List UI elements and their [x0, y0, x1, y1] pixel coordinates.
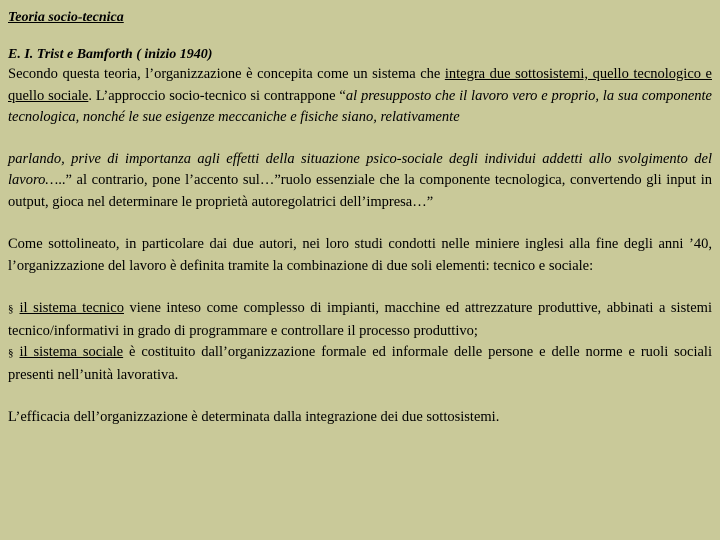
intro-text-2: . L’approccio socio-tecnico si contrappone “ — [88, 87, 346, 104]
page-title: Teoria socio-tecnica — [8, 10, 124, 25]
bullet-marker: § — [8, 303, 14, 315]
bullet-text-social: è costituito dall’organizzazione formale ed informale delle persone e delle norme e ruoli sociali presenti nell’unità lavorativa. — [8, 344, 712, 383]
intro-underlined: integra due sottosistemi, quello tecnologico e quello sociale — [8, 66, 712, 104]
paragraph-intro — [8, 64, 712, 129]
bullet-item-social — [8, 344, 712, 383]
bullet-text-technical: viene inteso come complesso di impianti, macchine ed attrezzature produttive, abbinati a sistemi tecnico/informativi in grado di programmare e controllare il processo produttivo; — [8, 300, 712, 339]
intro-quote: al presupposto che il lavoro vero e proprio, la sua componente tecnologica, nonché le sue esigenze meccaniche e fisiche siano, relativamente — [8, 87, 712, 125]
quote-continued-text: ..” al contrario, pone l’accento sul…”ruolo essenziale che la componente tecnologica, convertendo gli input in output, gioca nel determinare le proprietà autoregolatrici dell’impresa…” — [8, 172, 712, 210]
bullet-item-technical — [8, 300, 712, 339]
paragraph-conclusion: L’efficacia dell’organizzazione è determinata dalla integrazione dei due sottosistemi. — [8, 409, 500, 425]
bullet-list — [8, 298, 712, 386]
authors-subtitle: E. I. Trist e Bamforth ( inizio 1940) — [8, 47, 213, 62]
paragraph-authors-study: Come sottolineato, in particolare dai due autori, nei loro studi condotti nelle miniere inglesi alla fine degli anni ’40, l’organizzazione del lavoro è definita tramite la combinazione di due soli elementi: tecnico e sociale: — [8, 236, 712, 274]
paragraph-quote-continued — [8, 149, 712, 214]
intro-text-1: Secondo questa teoria, l’organizzazione è concepita come un sistema che — [8, 66, 445, 82]
quote-continued-italic: parlando, prive di importanza agli effetti della situazione psico-sociale degli individui addetti allo svolgimento del lavoro… — [8, 150, 712, 188]
bullet-term-technical: il sistema tecnico — [19, 300, 124, 316]
bullet-marker: § — [8, 347, 14, 359]
bullet-term-social: il sistema sociale — [19, 344, 124, 360]
